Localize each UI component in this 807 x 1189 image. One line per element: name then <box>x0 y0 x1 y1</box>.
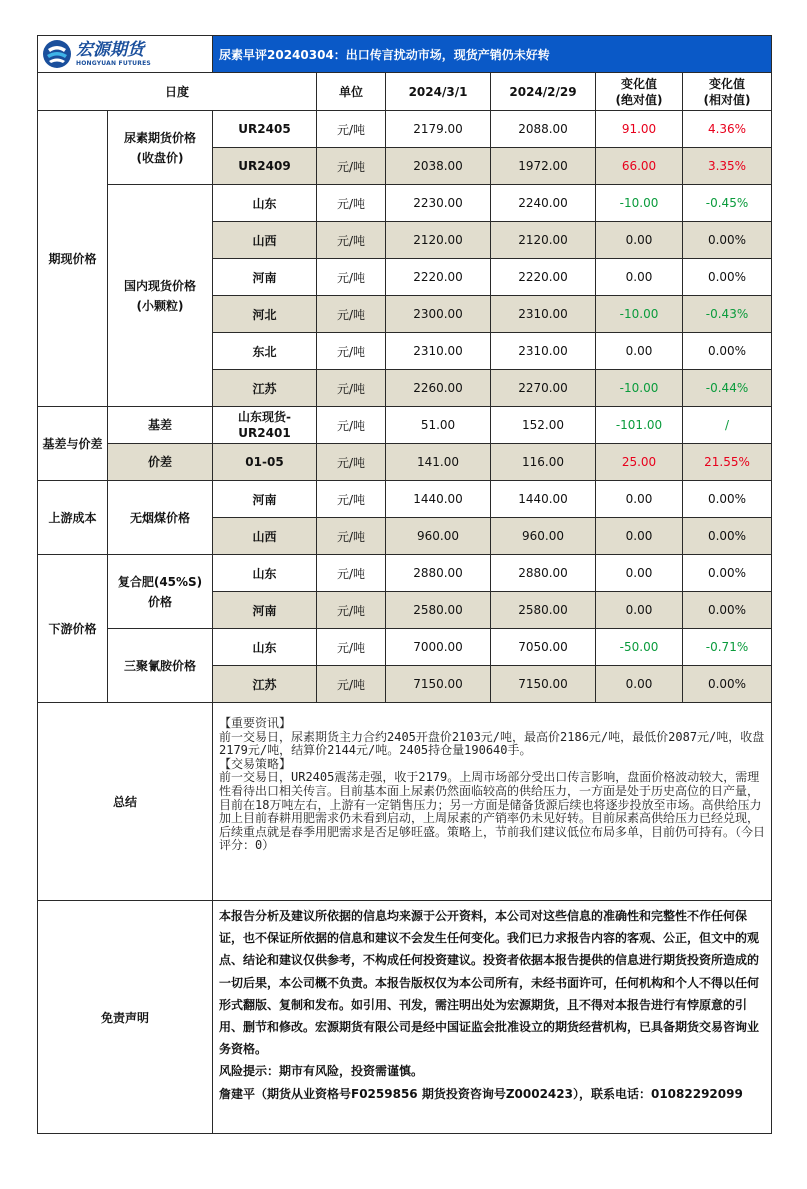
row-rel-change: 0.00% <box>683 518 772 555</box>
row-item: 山东 <box>213 555 317 592</box>
table-row <box>38 555 772 592</box>
report-table <box>37 35 772 1134</box>
row-rel-change: 0.00% <box>683 481 772 518</box>
summary-text: 【重要资讯】 前一交易日，尿素期货主力合约2405开盘价2103元/吨，最高价2186元/吨，最低价2087元/吨，收盘2179元/吨，结算价2144元/吨。2405持仓量190640手。 【交易策略】 前一交易日，UR2405震荡走强，收于2179。上周市场部分受出口传言影响，盘面价格波动较大，需理性看待出口相关传言。目前基本面上尿素仍然面临较高的供给压力，一方面是处于历史高位的日产量，目前在18万吨左右，上游有一定销售压力；另一方面是储备货源后续也将逐步投放至市场。高供给压力加上目前春耕用肥需求仍未看到启动，上周尿素的产销率仍未见好转。目前尿素高供给压力已经兑现，后续重点就是春季用肥需求是否足够旺盛。策略上，节前我们建议低位布局多单，目前仍可持有。（今日评分：0） <box>213 703 772 901</box>
row-abs-change: 0.00 <box>596 222 683 259</box>
row-value-date1: 2310.00 <box>386 333 491 370</box>
section-spot-price: 国内现货价格 (小颗粒) <box>108 185 213 407</box>
row-item: 山东 <box>213 629 317 666</box>
row-unit: 元/吨 <box>317 259 386 296</box>
section-basis-spread: 基差与价差 <box>38 407 108 481</box>
row-abs-change: -10.00 <box>596 185 683 222</box>
row-item: 山东现货-UR2401 <box>213 407 317 444</box>
row-value-date2: 7050.00 <box>491 629 596 666</box>
col-abs-change: 变化值 (绝对值) <box>596 73 683 111</box>
row-value-date1: 2260.00 <box>386 370 491 407</box>
table-row <box>38 481 772 518</box>
summary-label: 总结 <box>38 703 213 901</box>
col-dimension: 日度 <box>38 73 317 111</box>
section-futures-price: 尿素期货价格 (收盘价) <box>108 111 213 185</box>
row-value-date2: 7150.00 <box>491 666 596 703</box>
row-value-date2: 2880.00 <box>491 555 596 592</box>
row-unit: 元/吨 <box>317 370 386 407</box>
row-unit: 元/吨 <box>317 592 386 629</box>
row-item: 河南 <box>213 259 317 296</box>
row-rel-change: -0.44% <box>683 370 772 407</box>
row-abs-change: 66.00 <box>596 148 683 185</box>
row-value-date2: 2240.00 <box>491 185 596 222</box>
row-item: 江苏 <box>213 370 317 407</box>
table-row <box>38 407 772 444</box>
row-rel-change: 0.00% <box>683 333 772 370</box>
section-melamine: 三聚氰胺价格 <box>108 629 213 703</box>
row-value-date2: 2120.00 <box>491 222 596 259</box>
row-abs-change: 0.00 <box>596 259 683 296</box>
row-value-date1: 1440.00 <box>386 481 491 518</box>
row-value-date2: 116.00 <box>491 444 596 481</box>
row-unit: 元/吨 <box>317 148 386 185</box>
row-unit: 元/吨 <box>317 555 386 592</box>
company-logo-icon <box>42 39 72 69</box>
table-row <box>38 629 772 666</box>
row-unit: 元/吨 <box>317 666 386 703</box>
row-value-date1: 2880.00 <box>386 555 491 592</box>
section-upstream: 上游成本 <box>38 481 108 555</box>
row-item: 东北 <box>213 333 317 370</box>
row-abs-change: -50.00 <box>596 629 683 666</box>
row-item: 山东 <box>213 185 317 222</box>
row-unit: 元/吨 <box>317 629 386 666</box>
row-rel-change: -0.43% <box>683 296 772 333</box>
row-abs-change: 0.00 <box>596 555 683 592</box>
row-value-date2: 1972.00 <box>491 148 596 185</box>
col-unit: 单位 <box>317 73 386 111</box>
row-rel-change: 0.00% <box>683 222 772 259</box>
table-row <box>38 111 772 148</box>
section-spread: 价差 <box>108 444 213 481</box>
row-value-date1: 2230.00 <box>386 185 491 222</box>
row-value-date2: 152.00 <box>491 407 596 444</box>
row-rel-change: 4.36% <box>683 111 772 148</box>
row-rel-change: 21.55% <box>683 444 772 481</box>
report-title: 尿素早评20240304：出口传言扰动市场，现货产销仍未好转 <box>213 36 772 73</box>
row-item: 山西 <box>213 518 317 555</box>
logo-english: HONGYUAN FUTURES <box>76 59 151 67</box>
row-item: 山西 <box>213 222 317 259</box>
row-rel-change: 0.00% <box>683 259 772 296</box>
section-downstream: 下游价格 <box>38 555 108 703</box>
row-item: UR2405 <box>213 111 317 148</box>
col-rel-change: 变化值 (相对值) <box>683 73 772 111</box>
col-date1: 2024/3/1 <box>386 73 491 111</box>
row-unit: 元/吨 <box>317 296 386 333</box>
row-abs-change: 0.00 <box>596 592 683 629</box>
row-abs-change: 0.00 <box>596 481 683 518</box>
row-abs-change: 0.00 <box>596 666 683 703</box>
row-value-date1: 141.00 <box>386 444 491 481</box>
row-unit: 元/吨 <box>317 222 386 259</box>
row-rel-change: 0.00% <box>683 666 772 703</box>
row-value-date2: 2270.00 <box>491 370 596 407</box>
row-value-date1: 960.00 <box>386 518 491 555</box>
row-unit: 元/吨 <box>317 111 386 148</box>
table-row <box>38 185 772 222</box>
row-value-date2: 2220.00 <box>491 259 596 296</box>
row-item: 江苏 <box>213 666 317 703</box>
section-compound: 复合肥(45%S) 价格 <box>108 555 213 629</box>
row-value-date1: 2120.00 <box>386 222 491 259</box>
section-coal: 无烟煤价格 <box>108 481 213 555</box>
row-value-date1: 2580.00 <box>386 592 491 629</box>
row-value-date2: 2088.00 <box>491 111 596 148</box>
row-unit: 元/吨 <box>317 185 386 222</box>
row-item: UR2409 <box>213 148 317 185</box>
row-value-date2: 2310.00 <box>491 296 596 333</box>
row-value-date2: 2310.00 <box>491 333 596 370</box>
disclaimer-text: 本报告分析及建议所依据的信息均来源于公开资料，本公司对这些信息的准确性和完整性不作任何保证，也不保证所依据的信息和建议不会发生任何变化。我们已力求报告内容的客观、公正，但文中的观点、结论和建议仅供参考，不构成任何投资建议。投资者依据本报告提供的信息进行期货投资所造成的一切后果，本公司概不负责。本报告版权仅为本公司所有，未经书面许可，任何机构和个人不得以任何形式翻版、复制和发布。如引用、刊发，需注明出处为宏源期货，且不得对本报告进行有悖原意的引用、删节和修改。宏源期货有限公司是经中国证监会批准设立的期货经营机构，已具备期货交易咨询业务资格。 风险提示：期市有风险，投资需谨慎。 詹建平（期货从业资格号F0259856 期货投资咨询号Z0002423），联系电话：01082292099 <box>213 901 772 1134</box>
row-value-date2: 960.00 <box>491 518 596 555</box>
row-abs-change: 25.00 <box>596 444 683 481</box>
logo-name: 宏源期货 <box>76 39 144 60</box>
table-row <box>38 444 772 481</box>
row-value-date1: 7000.00 <box>386 629 491 666</box>
row-unit: 元/吨 <box>317 407 386 444</box>
row-rel-change: 0.00% <box>683 555 772 592</box>
row-rel-change: -0.45% <box>683 185 772 222</box>
row-value-date1: 2220.00 <box>386 259 491 296</box>
row-value-date2: 2580.00 <box>491 592 596 629</box>
row-abs-change: 0.00 <box>596 518 683 555</box>
row-rel-change: 3.35% <box>683 148 772 185</box>
row-value-date1: 2300.00 <box>386 296 491 333</box>
logo-cell <box>38 36 213 73</box>
row-abs-change: 0.00 <box>596 333 683 370</box>
row-value-date2: 1440.00 <box>491 481 596 518</box>
row-item: 01-05 <box>213 444 317 481</box>
section-basis: 基差 <box>108 407 213 444</box>
row-abs-change: -10.00 <box>596 370 683 407</box>
row-unit: 元/吨 <box>317 333 386 370</box>
row-rel-change: 0.00% <box>683 592 772 629</box>
row-item: 河南 <box>213 592 317 629</box>
row-abs-change: -101.00 <box>596 407 683 444</box>
row-rel-change: / <box>683 407 772 444</box>
row-value-date1: 2179.00 <box>386 111 491 148</box>
row-value-date1: 2038.00 <box>386 148 491 185</box>
row-value-date1: 7150.00 <box>386 666 491 703</box>
row-item: 河北 <box>213 296 317 333</box>
row-abs-change: 91.00 <box>596 111 683 148</box>
report-page <box>37 35 771 1134</box>
disclaimer-label: 免责声明 <box>38 901 213 1134</box>
col-date2: 2024/2/29 <box>491 73 596 111</box>
row-unit: 元/吨 <box>317 444 386 481</box>
row-unit: 元/吨 <box>317 518 386 555</box>
row-abs-change: -10.00 <box>596 296 683 333</box>
row-item: 河南 <box>213 481 317 518</box>
row-unit: 元/吨 <box>317 481 386 518</box>
row-value-date1: 51.00 <box>386 407 491 444</box>
section-futures-spot: 期现价格 <box>38 111 108 407</box>
row-rel-change: -0.71% <box>683 629 772 666</box>
